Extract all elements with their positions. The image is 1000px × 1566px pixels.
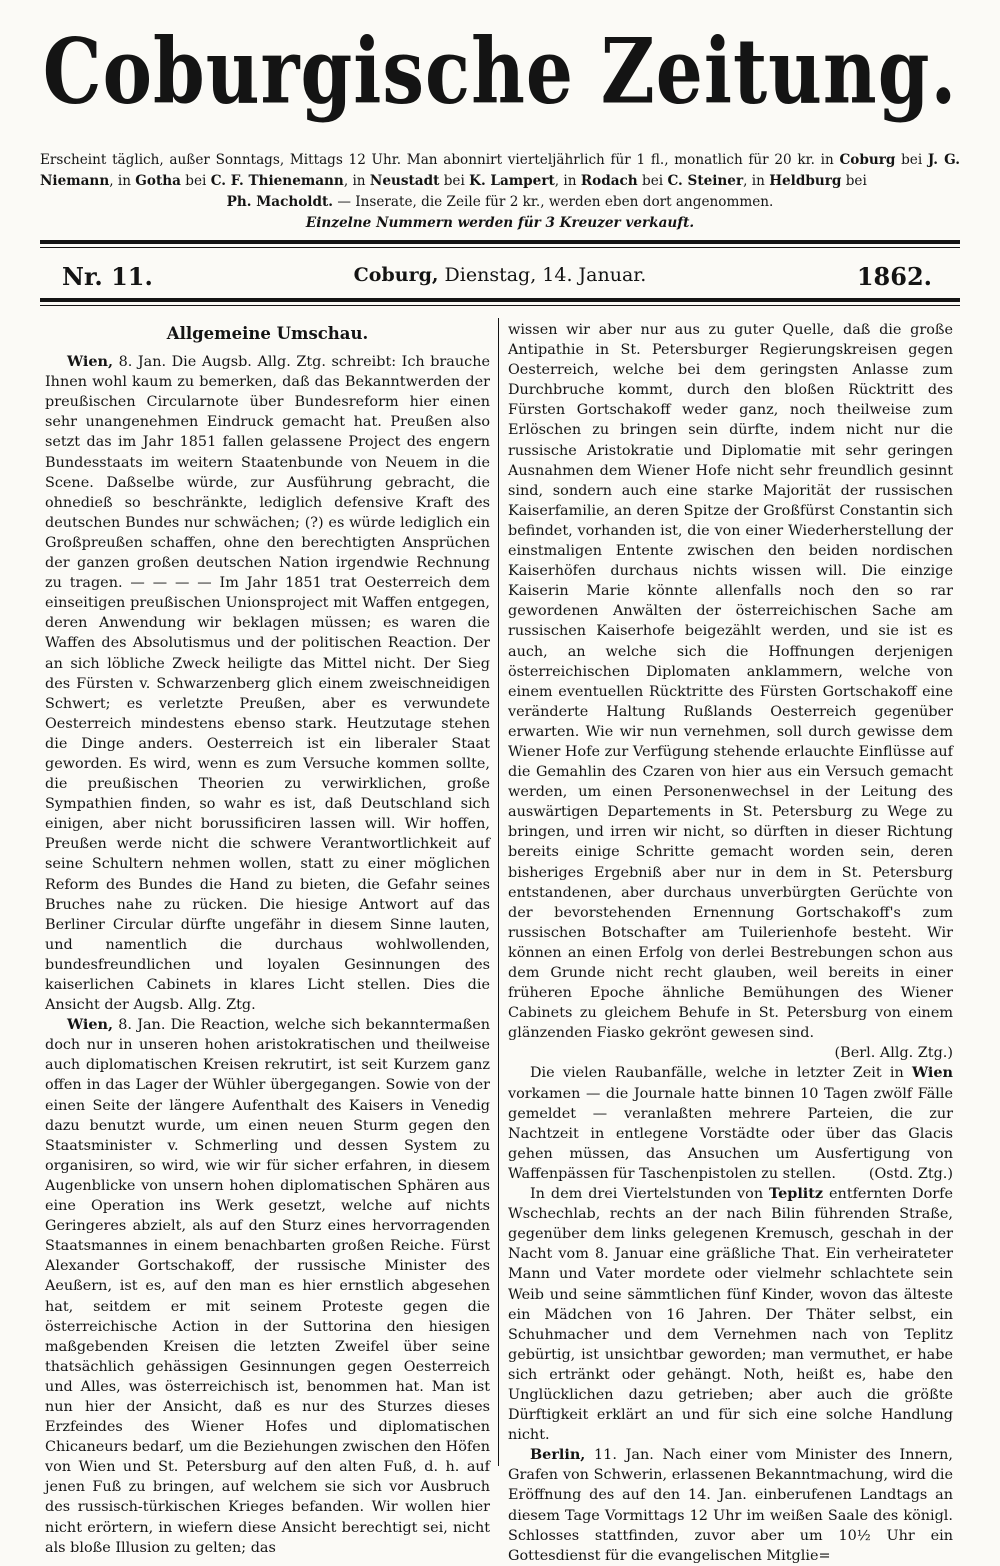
issue-weekday-date: Dienstag, 14. Januar. (444, 264, 647, 286)
subscription-notice (40, 150, 960, 234)
agent-niemann: J. G. Niemann (40, 152, 960, 189)
text-fragment: bei (845, 173, 867, 189)
place-rodach: Rodach (580, 173, 638, 189)
agent-lampert: K. Lampert (469, 173, 555, 189)
dateline-place: Wien, (67, 1016, 114, 1034)
text-fragment: , in (554, 173, 577, 189)
article-wien-reaction (45, 1015, 490, 1558)
dateline-place: Wien, (67, 353, 114, 371)
source-attribution: (Berl. Allg. Ztg.) (834, 1045, 953, 1062)
article-text: wissen wir aber nur aus zu guter Quelle, daß die große Antipathie in St. Petersburger Regierungskreisen gegen Oesterreich, welche bei dem geringsten Anlasse zum Durchbruche kommt, durch den bloßen Rücktritt des Fürsten Gortschakoff weder ganz, noch theilweise zum Erlöschen zu bringen sein dürfte, indem nicht nur die russische Aristokratie und Diplomatie mit sehr geringen Ausnahmen dem Wiener Hofe nicht sehr freundlich gesinnt sind, sondern auch eine starke Majorität der russischen Kaiserfamilie, an deren Spitze der Großfürst Constantin sich befindet, vorhanden ist, die von einer Wiederherstellung der einstmaligen Entente zwischen den beiden nordischen Kaiserhöfen durchaus nichts wissen will. Die einzige Kaiserin Marie könnte allenfalls noch den so rar gewordenen Anwälten der österreichischen Sache am russischen Kaiserhofe beigezählt werden, und sie ist es auch, an welche sich die Hoffnungen derjenigen österreichischen Diplomaten anklammern, welche von einem eventuellen Rücktritte des Fürsten Gortschakoff eine veränderte Haltung Rußlands Oesterreich gegenüber erwarten. Wie wir nun vernehmen, soll durch gewisse dem Wiener Hofe zur Verfügung stehende erlauchte Einflüsse auf die Gemahlin des Czaren von hier aus ein Versuch gemacht werden, um einen Personenwechsel in der Leitung des auswärtigen Departements in St. Petersburg zu Wege zu bringen, und irren wir nicht, so dürften in dieser Richtung bereits einige Schritte gemacht worden sein, deren bisheriges Ergebniß aber nur in dem in St. Petersburg entstandenen, aber durchaus unverbürgten Gerüchte von der bevorstehenden Ernennung Gortschakoff's zum russischen Botschafter am Tuilerienhofe besteht. Wir können an einen Erfolg von derlei Bestrebungen schon aus dem Grunde nicht recht glauben, weil bereits in einer früheren Epoche ähnliche Bemühungen des Wiener Cabinets zu gleichem Behufe in St. Petersburg von einem glänzenden Fiasko gekrönt gewesen sind. (508, 322, 953, 1042)
text-fragment: bei (901, 152, 923, 168)
dateline-place: Wien (912, 1064, 953, 1082)
masthead-rule-top-thin (40, 247, 960, 248)
agent-steiner: C. Steiner (667, 173, 744, 189)
agent-macholdt: Ph. Macholdt. (226, 194, 333, 210)
issue-rule-bottom-thin (40, 305, 960, 306)
place-heldburg: Heldburg (769, 173, 842, 189)
article-text: Die vielen Raubanfälle, welche in letzter Zeit in (530, 1065, 904, 1082)
newspaper-masthead: Coburgische Zeitung. (42, 19, 958, 125)
agent-thienemann: C. F. Thienemann (210, 173, 344, 189)
article-text: 11. Jan. Nach einer vom Minister des Innern, Grafen von Schwerin, erlassenen Bekanntmachung, wird die Eröffnung des auf den 14. Jan. einberufenen Landtags an diesem Tage Vormittags 12 Uhr im weißen Saale des königl. Schlosses stattfinden, zuvor aber um 10½ Uhr ein Gottesdienst für die evangelischen Mitglie= (508, 1447, 953, 1564)
place-gotha: Gotha (135, 173, 181, 189)
issue-place: Coburg, (353, 264, 439, 286)
masthead-rule-top (40, 240, 960, 244)
subscription-lead: Erscheint täglich, außer Sonntags, Mittags 12 Uhr. Man abonnirt vierteljährlich für 1 fl., monatlich für 20 kr. in (40, 152, 834, 168)
source-attribution: (Ostd. Ztg.) (868, 1165, 953, 1182)
inserate-notice: — Inserate, die Zeile für 2 kr., werden eben dort angenommen. (337, 194, 774, 210)
article-berlin (508, 1445, 953, 1566)
issue-rule-bottom (40, 298, 960, 302)
text-fragment: bei (642, 173, 664, 189)
article-wien-robberies (508, 1063, 953, 1184)
column-left (45, 320, 491, 1556)
text-fragment: , in (343, 173, 366, 189)
article-wien-augsburg (45, 352, 490, 1015)
issue-line (40, 256, 960, 292)
article-continuation (508, 320, 953, 1043)
article-text: entfernten Dorfe Wschechlab, rechts an der nach Bilin führenden Straße, gegenüber dem links gelegenen Kremusch, geschah in der Nacht vom 8. Januar eine gräßliche That. Ein verheirateter Mann und Vater mordete oder vielmehr schlachtete sein Weib und seine sämmtlichen fünf Kinder, wovon das älteste ein Mädchen von 16 Jahren. Der Thäter selbst, ein Schuhmacher und dem Vernehmen nach von Teplitz gebürtig, ist unsichtbar geworden; man vermuthet, er habe sich ertränkt oder gehängt. Noth, heißt es, habe den Unglücklichen dazu getrieben; aber auch die größte Dürftigkeit erklärt an und für sich eine solche Handlung nicht. (508, 1186, 954, 1444)
issue-year: 1862. (856, 262, 932, 291)
dateline-place: Teplitz (769, 1185, 824, 1203)
article-teplitz (508, 1184, 953, 1445)
text-fragment: , in (743, 173, 765, 189)
dateline-place: Berlin, (530, 1446, 586, 1464)
section-title: Allgemeine Umschau. (166, 324, 369, 343)
article-text: vorkamen — die Journale hatte binnen 10 Tagen zwölf Fälle gemeldet — veranlaßten mehrere Parteien, die zur Nachtzeit in entlegene Vorstädte oder über das Glacis gehen müssen, das Ansuchen um Ausfertigung von Waffenpässen für Taschenpistolen zu stellen. (508, 1085, 953, 1182)
article-text: In dem drei Viertelstunden von (530, 1186, 764, 1203)
article-text: 8. Jan. Die Reaction, welche sich bekanntermaßen doch nur in unseren hohen aristokratischen und theilweise auch diplomatischen Kreisen rekrutirt, ist seit Kurzem ganz offen in das Lager der Wühler übergegangen. Sowie von der einen Seite der längere Aufenthalt des Kaisers in Venedig dazu benutzt wurde, um einen neuen Sturm gegen den Staatsminister v. Schmerling und dessen System zu organisiren, so wird, wie wir für sicher erfahren, in diesem Augenblicke von unsern hohen diplomatischen Sphären aus eine Operation ins Werk gesetzt, welche auf nichts Geringeres abzielt, als auf den Sturz eines hervorragenden Staatsmannes in einem benachbarten großen Reiche. Fürst Alexander Gortschakoff, der russische Minister des Aeußern, ist es, auf den man es hier ernstlich abgesehen hat, seitdem er mit seinem Proteste gegen die österreichische Action in der Suttorina den hiesigen maßgebenden Kreisen die letzten Zweifel über seine thatsächlich gehässigen Gesinnungen gegen Oesterreich und Alles, was österreichisch ist, benommen hat. Man ist nun hier der Ansicht, daß es nur des Sturzes dieses Erzfeindes des Wiener Hofes und diplomatischen Chicaneurs bedarf, um die Beziehungen zwischen den Höfen von Wien und St. Petersburg auf den alten Fuß, d. h. auf jenen Fuß zu bringen, auf welchem sie sich vor Ausbruch des russisch-türkischen Krieges befanden. Wir wollen hier nicht erörtern, in wiefern diese Ansicht berechtigt sei, nicht als bloße Illusion zu gelten; das (45, 1017, 491, 1556)
single-copy-notice: Einzelne Nummern werden für 3 Kreuzer verkauft. (305, 215, 695, 231)
text-fragment: bei (443, 173, 465, 189)
issue-date (40, 264, 960, 286)
text-fragment: bei (185, 173, 207, 189)
text-fragment: , in (109, 173, 131, 189)
article-text: 8. Jan. Die Augsb. Allg. Ztg. schreibt: Ich brauche Ihnen wohl kaum zu bemerken, daß das Bekanntwerden der preußischen Circularnote über Bundesreform hier einen sehr unangenehmen Eindruck gemacht hat. Preußen also setzt das im Jahr 1851 fallen gelassene Project des engern Bundesstaats im weitern Staatenbunde von Neuem in die Scene. Daßselbe würde, zur Ausführung gebracht, die ohnedieß so beschränkte, lediglich defensive Kraft des deutschen Bundes nur schwächen; (?) es würde lediglich ein Großpreußen schaffen, ohne den berechtigten Ansprüchen der ganzen großen deutschen Nation irgendwie Rechnung zu tragen. — — — — Im Jahr 1851 trat Oesterreich dem einseitigen preußischen Unionsproject mit Waffen entgegen, deren Anwendung wir beklagen müssen; es waren die Waffen des Absolutismus und der politischen Reaction. Der an sich löbliche Zweck heiligte das Mittel nicht. Der Sieg des Fürsten v. Schwarzenberg glich einem zweischneidigen Schwert; es verletzte Preußen, aber es verwundete Oesterreich mindestens ebenso stark. Heutzutage stehen die Dinge anders. Oesterreich ist ein liberaler Staat geworden. Es wird, wenn es zum Versuche kommen sollte, die preußischen Theorien zu verwirklichen, große Sympathien finden, so wahr es ist, daß Deutschland sich einigen, aber nicht borussificiren lassen will. Wir hoffen, Preußen werde nicht die schwere Verantwortlichkeit auf seine Schultern nehmen wollen, statt zu einer möglichen Reform des Bundes die Hand zu bieten, die Gefahr seines Bruches nahe zu rücken. Die hiesige Antwort auf das Berliner Circular dürfte ungefähr in diesem Sinne lauten, und namentlich die durchaus wohlwollenden, bundesfreundlichen und loyalen Gesinnungen des kaiserlichen Cabinets in klares Licht stellen. Dies die Ansicht der Augsb. Allg. Ztg. (45, 354, 490, 1014)
place-neustadt: Neustadt (369, 173, 440, 189)
column-divider (498, 318, 499, 1466)
issue-number: Nr. 11. (62, 262, 153, 291)
column-right (508, 320, 954, 1564)
place-coburg: Coburg (839, 152, 896, 168)
